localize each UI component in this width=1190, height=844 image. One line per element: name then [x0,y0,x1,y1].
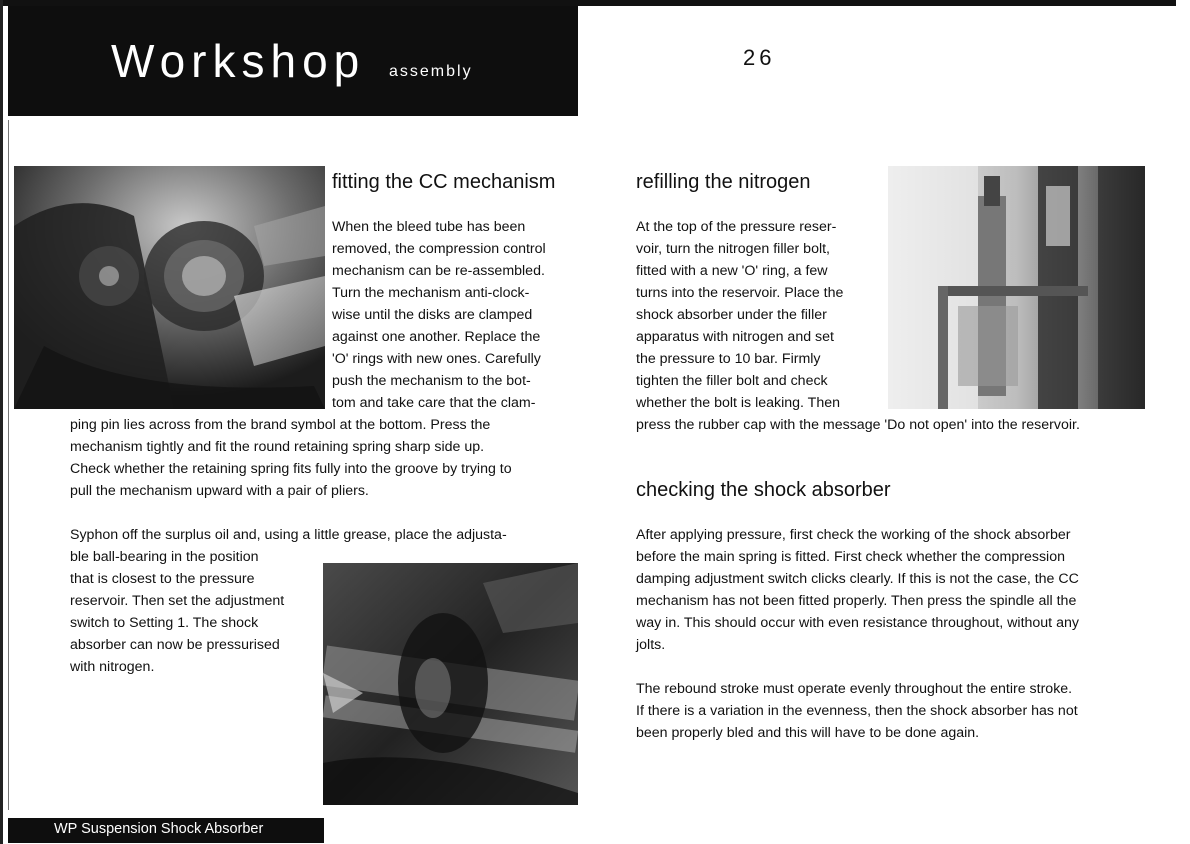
text-line: with nitrogen. [70,659,155,675]
text-line: If there is a variation in the evenness, then the shock absorber has not [636,703,1078,719]
header-banner [8,6,578,116]
text-line: mechanism can be re-assembled. [332,263,545,279]
text-line: damping adjustment switch clicks clearly. If this is not the case, the CC [636,571,1079,587]
text-line: absorber can now be pressurised [70,637,280,653]
left-margin-rule [0,0,3,844]
section-heading-refilling-nitrogen: refilling the nitrogen [636,171,811,193]
left-inner-rule [8,120,9,810]
section-heading-checking-shock-absorber: checking the shock absorber [636,479,891,501]
text-line: switch to Setting 1. The shock [70,615,259,631]
text-line: After applying pressure, first check the working of the shock absorber [636,527,1071,543]
text-line: Turn the mechanism anti-clock- [332,285,530,301]
text-line: way in. This should occur with even resistance throughout, without any [636,615,1079,631]
text-line: fitted with a new 'O' ring, a few [636,263,828,279]
text-line: been properly bled and this will have to be done again. [636,725,980,741]
text-line: before the main spring is fitted. First check whether the compression [636,549,1065,565]
section-heading-cc-mechanism: fitting the CC mechanism [332,171,556,193]
footer-label: WP Suspension Shock Absorber [54,821,264,837]
footer-bar [8,818,324,843]
text-line: against one another. Replace the [332,329,541,345]
text-line: apparatus with nitrogen and set [636,329,834,345]
nitrogen-filler-photo [888,166,1145,409]
text-line: At the top of the pressure reser- [636,219,837,235]
text-line: ble ball-bearing in the position [70,549,259,565]
text-line: that is closest to the pressure [70,571,255,587]
text-line: removed, the compression control [332,241,546,257]
text-line: pull the mechanism upward with a pair of pliers. [70,483,369,499]
page-title: Workshop [111,35,366,87]
text-line: mechanism tightly and fit the round retaining spring sharp side up. [70,439,485,455]
cc-mechanism-photo [14,166,325,409]
text-line: When the bleed tube has been [332,219,526,235]
text-line: wise until the disks are clamped [332,307,533,323]
text-line: push the mechanism to the bot- [332,373,531,389]
text-line: reservoir. Then set the adjustment [70,593,285,609]
text-line: ping pin lies across from the brand symbol at the bottom. Press the [70,417,491,433]
page-number: 26 [743,45,776,70]
text-line: whether the bolt is leaking. Then [636,395,841,411]
text-line: tighten the filler bolt and check [636,373,828,389]
text-line: press the rubber cap with the message 'Do not open' into the reservoir. [636,417,1080,433]
text-line: turns into the reservoir. Place the [636,285,844,301]
text-line: the pressure to 10 bar. Firmly [636,351,821,367]
text-line: Syphon off the surplus oil and, using a little grease, place the adjusta- [70,527,507,543]
text-line: voir, turn the nitrogen filler bolt, [636,241,830,257]
text-line: tom and take care that the clam- [332,395,536,411]
text-line: shock absorber under the filler [636,307,827,323]
page-subtitle: assembly [389,63,473,80]
text-line: Check whether the retaining spring fits fully into the groove by trying to [70,461,512,477]
ball-bearing-photo [323,563,578,805]
text-line: jolts. [636,637,666,653]
text-line: 'O' rings with new ones. Carefully [332,351,541,367]
text-line: The rebound stroke must operate evenly throughout the entire stroke. [636,681,1073,697]
text-line: mechanism has not been fitted properly. Then press the spindle all the [636,593,1077,609]
